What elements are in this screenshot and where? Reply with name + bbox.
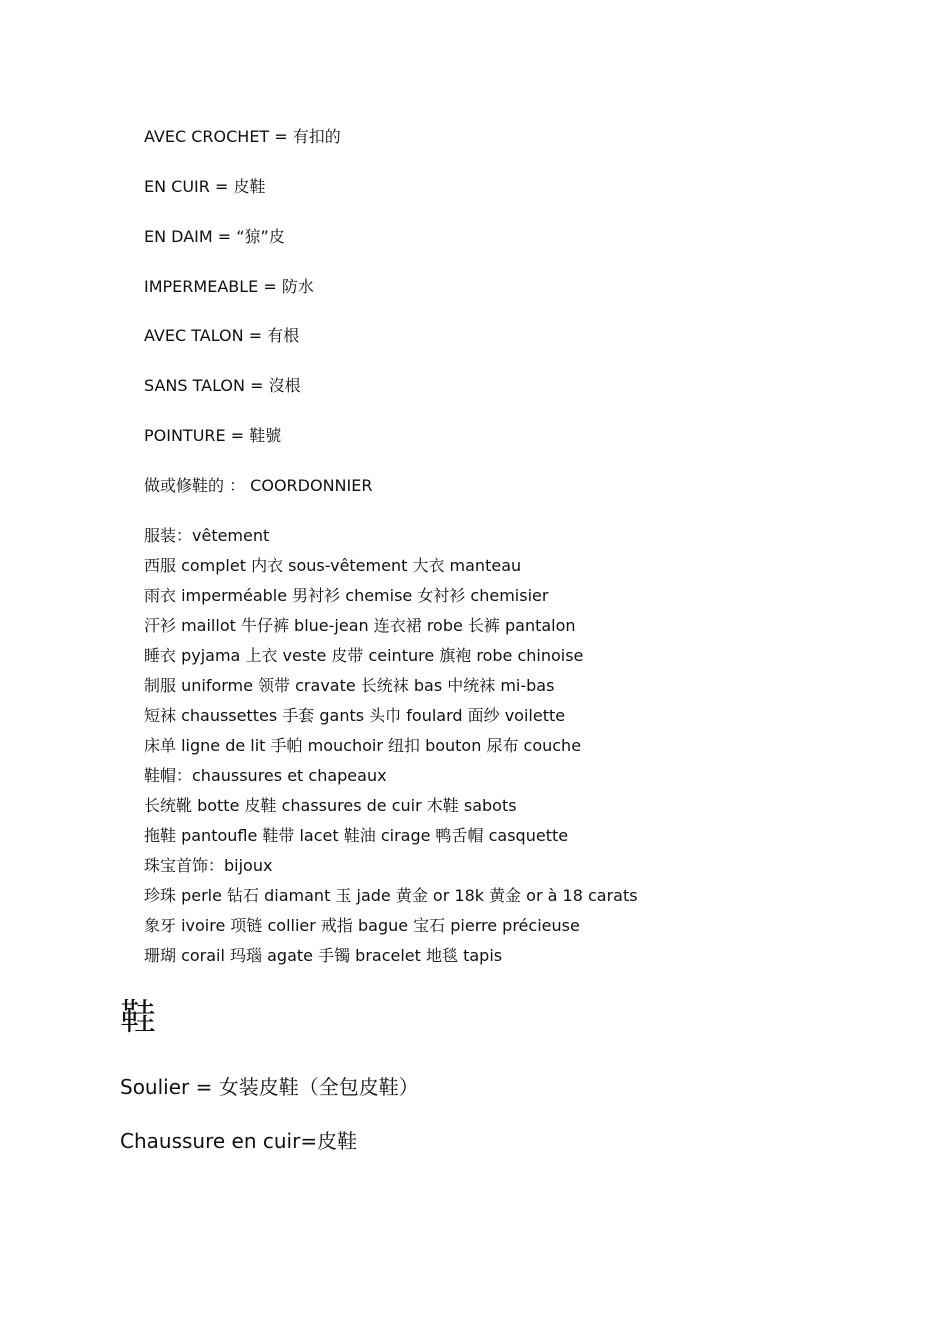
vocab-line: 床单 ligne de lit 手帕 mouchoir 纽扣 bouton 尿布 couche — [144, 736, 582, 755]
vocab-line: 汗衫 maillot 牛仔裤 blue-jean 连衣裙 robe 长裤 pantalon — [144, 616, 576, 635]
definition-line: AVEC CROCHET = 有扣的 — [144, 127, 341, 146]
vocab-line: 珠宝首饰：bijoux — [144, 856, 273, 875]
vocab-line: 服装：vêtement — [144, 526, 270, 545]
vocab-line: 长统靴 botte 皮鞋 chassures de cuir 木鞋 sabots — [144, 796, 517, 815]
vocab-line: 鞋帽：chaussures et chapeaux — [144, 766, 387, 785]
vocab-line: 珍珠 perle 钻石 diamant 玉 jade 黄金 or 18k 黄金 or à 18 carats — [144, 886, 638, 905]
definition-line: SANS TALON = 沒根 — [144, 376, 301, 395]
vocab-line: 睡衣 pyjama 上衣 veste 皮带 ceinture 旗袍 robe chinoise — [144, 646, 584, 665]
section-heading: 鞋 — [120, 997, 157, 1038]
vocab-line: 珊瑚 corail 玛瑙 agate 手镯 bracelet 地毯 tapis — [144, 946, 503, 965]
vocab-line: 拖鞋 pantoufle 鞋带 lacet 鞋油 cirage 鸭舌帽 casquette — [144, 826, 569, 845]
vocabulary-list — [144, 521, 638, 971]
definition-line: IMPERMEABLE = 防水 — [144, 277, 314, 296]
bottom-definition-line: Soulier = 女装皮鞋（全包皮鞋） — [120, 1075, 419, 1099]
vocab-line: 短袜 chaussettes 手套 gants 头巾 foulard 面纱 voilette — [144, 706, 566, 725]
bottom-definition-line: Chaussure en cuir=皮鞋 — [120, 1129, 358, 1153]
definition-line: EN CUIR = 皮鞋 — [144, 177, 266, 196]
vocab-line: 雨衣 imperméable 男衬衫 chemise 女衬衫 chemisier — [144, 586, 549, 605]
vocab-line: 象牙 ivoire 项链 collier 戒指 bague 宝石 pierre précieuse — [144, 916, 580, 935]
definition-line: AVEC TALON = 有根 — [144, 326, 300, 345]
vocab-line: 西服 complet 内衣 sous-vêtement 大衣 manteau — [144, 556, 522, 575]
definition-line: EN DAIM = “猄”皮 — [144, 227, 285, 246]
definition-line: POINTURE = 鞋號 — [144, 426, 282, 445]
definition-line: 做或修鞋的 ： COORDONNIER — [144, 476, 373, 495]
vocab-line: 制服 uniforme 领带 cravate 长统袜 bas 中统袜 mi-bas — [144, 676, 555, 695]
